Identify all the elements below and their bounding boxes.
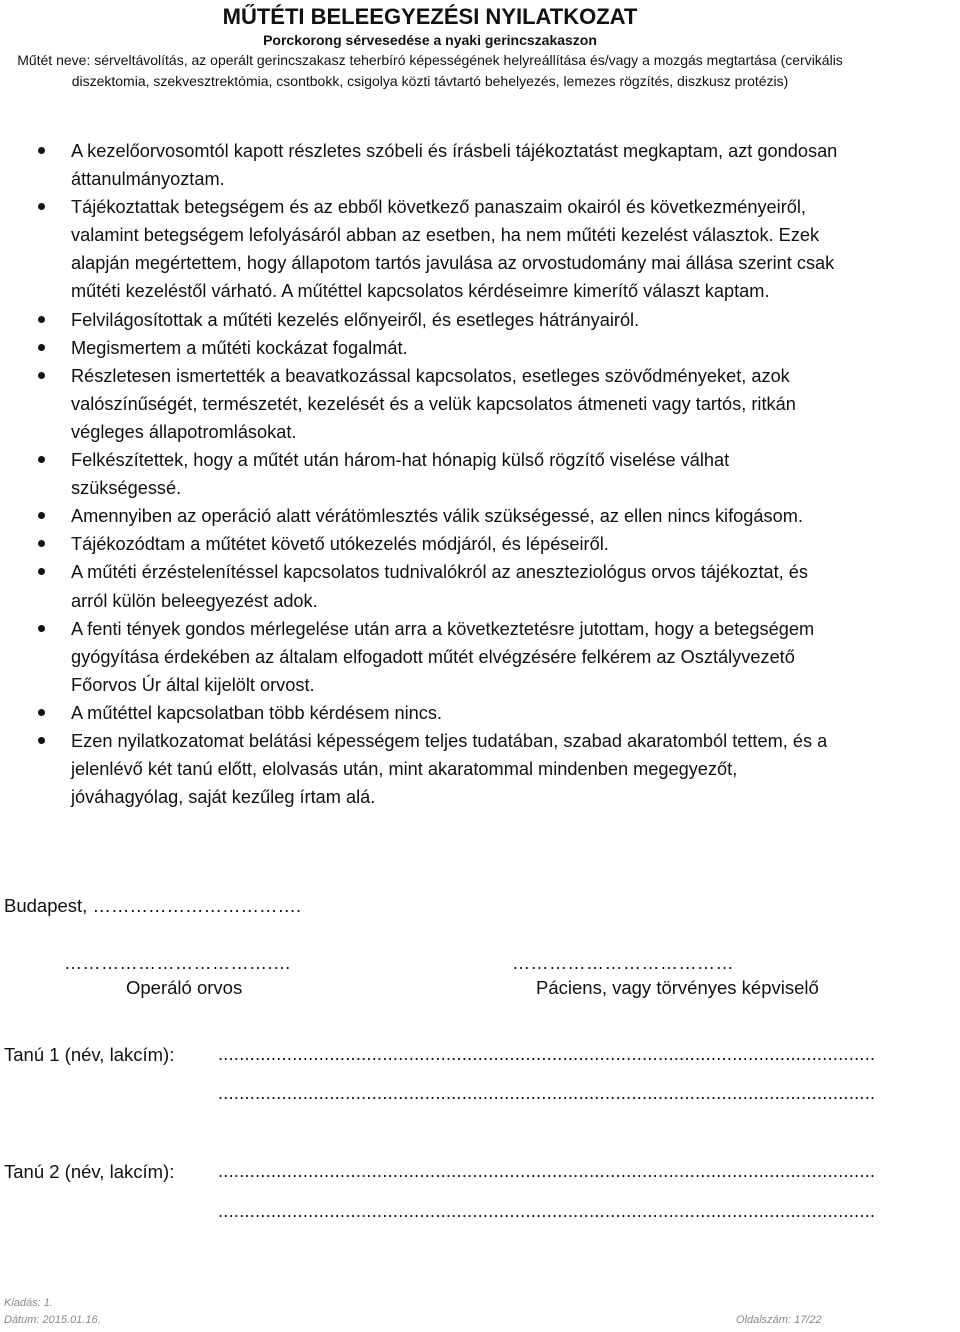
bullet-icon	[38, 709, 45, 716]
statement-text: Megismertem a műtéti kockázat fogalmát.	[71, 337, 408, 358]
statement-text: A műtéttel kapcsolatban több kérdésem nincs.	[71, 702, 443, 723]
list-item	[38, 362, 838, 446]
operation-description: Műtét neve: sérveltávolítás, az operált gerincszakasz teherbíró képességének helyreállítása és/vagy a mozgás megtartása (cervikális diszektomia, szekvesztrektómia, csontbokk, csigolya közti távtartó behelyezés, lemezes rögzítés, diszkusz protézis)	[17, 52, 843, 89]
statement-text: Tájékozódtam a műtétet követő utókezelés módjáról, és lépéseiről.	[71, 534, 609, 555]
document-title: MŰTÉTI BELEEGYEZÉSI NYILATKOZAT	[222, 4, 638, 29]
statement-text: A műtéti érzéstelenítéssel kapcsolatos tudnivalókról az aneszteziológus orvos tájékoztat, és arról külön beleegyezést adok.	[71, 562, 808, 611]
patient-signature-label: Páciens, vagy törvényes képviselő	[536, 977, 819, 998]
list-item	[38, 727, 838, 811]
footer-date: Dátum: 2015.01.16.	[4, 1314, 101, 1326]
bullet-icon	[38, 625, 45, 632]
statement-text: Amennyiben az operáció alatt vérátömlesztés válik szükségessé, az ellen nincs kifogásom.	[71, 506, 803, 527]
bullet-icon	[38, 372, 45, 379]
list-item	[38, 558, 838, 614]
bullet-icon	[38, 568, 45, 575]
bullet-icon	[38, 147, 45, 154]
list-item	[38, 446, 838, 502]
list-item	[38, 334, 838, 362]
witness-2-label: Tanú 2 (név, lakcím):	[4, 1161, 175, 1182]
list-item	[38, 615, 838, 699]
statement-list	[38, 137, 838, 811]
bullet-icon	[38, 512, 45, 519]
witness-1-label: Tanú 1 (név, lakcím):	[4, 1044, 175, 1065]
statement-text: A kezelőorvosomtól kapott részletes szóbeli és írásbeli tájékoztatást megkaptam, azt gondosan áttanulmányoztam.	[71, 141, 838, 190]
list-item	[38, 306, 838, 334]
witness-1-line-2: ............................................................................................................................	[218, 1083, 876, 1103]
list-item	[38, 530, 838, 558]
document-subtitle: Porckorong sérvesedése a nyaki gerincszakaszon	[263, 32, 597, 48]
statement-text: Tájékoztattak betegségem és az ebből következő panaszaim okairól és következményeiről, valamint betegségem lefolyásáról abban az esetben, ha nem műtéti kezelést választok. Ezek alapján megértettem, hogy állapotom tartós javulása az orvostudomány mai állása szerint csak műtéti kezeléstől várható. A műtéttel kapcsolatos kérdéseimre kimerítő választ kaptam.	[71, 197, 835, 302]
bullet-icon	[38, 203, 45, 210]
document-header	[0, 4, 860, 91]
statement-text: A fenti tények gondos mérlegelése után arra a következtetésre jutottam, hogy a betegségem gyógyítása érdekében az általam elfogadott műtét elvégzésére felkérem az Osztályvezető Főorvos Úr által kijelölt orvost.	[71, 618, 815, 695]
witness-1-line-1: ............................................................................................................................	[218, 1044, 876, 1064]
list-item	[38, 502, 838, 530]
witness-2-line-1: ............................................................................................................................	[218, 1161, 876, 1181]
place-date-field: Budapest, …………………………….	[4, 895, 302, 916]
list-item	[38, 137, 838, 193]
footer-issue: Kiadás: 1.	[4, 1297, 53, 1309]
bullet-icon	[38, 344, 45, 351]
surgeon-signature-line: …………………………….…	[64, 953, 292, 973]
statement-text: Felkészítettek, hogy a műtét után három-hat hónapig külső rögzítő viselése válhat szükségessé.	[71, 450, 730, 499]
footer-page-number: Oldalszám: 17/22	[736, 1314, 822, 1326]
statement-text: Felvilágosítottak a műtéti kezelés előnyeiről, és esetleges hátrányairól.	[71, 309, 640, 330]
list-item	[38, 699, 838, 727]
statement-text: Részletesen ismertették a beavatkozással kapcsolatos, esetleges szövődményeket, azok valószínűségét, természetét, kezelését és a velük kapcsolatos átmeneti vagy tartós, ritkán végleges állapotromlásokat.	[71, 365, 796, 442]
statement-text: Ezen nyilatkozatomat belátási képességem teljes tudatában, szabad akaratomból tettem, és a jelenlévő két tanú előtt, elolvasás után, mint akaratommal mindenben megegyezőt, jóváhagyólag, saját kezűleg írtam alá.	[71, 730, 828, 808]
list-item	[38, 193, 838, 305]
witness-2-line-2: ............................................................................................................................	[218, 1201, 876, 1221]
bullet-icon	[38, 456, 45, 463]
patient-signature-line: ………………………………	[512, 953, 734, 973]
surgeon-signature-label: Operáló orvos	[126, 977, 243, 998]
bullet-icon	[38, 540, 45, 547]
bullet-icon	[38, 737, 45, 744]
bullet-icon	[38, 316, 45, 323]
